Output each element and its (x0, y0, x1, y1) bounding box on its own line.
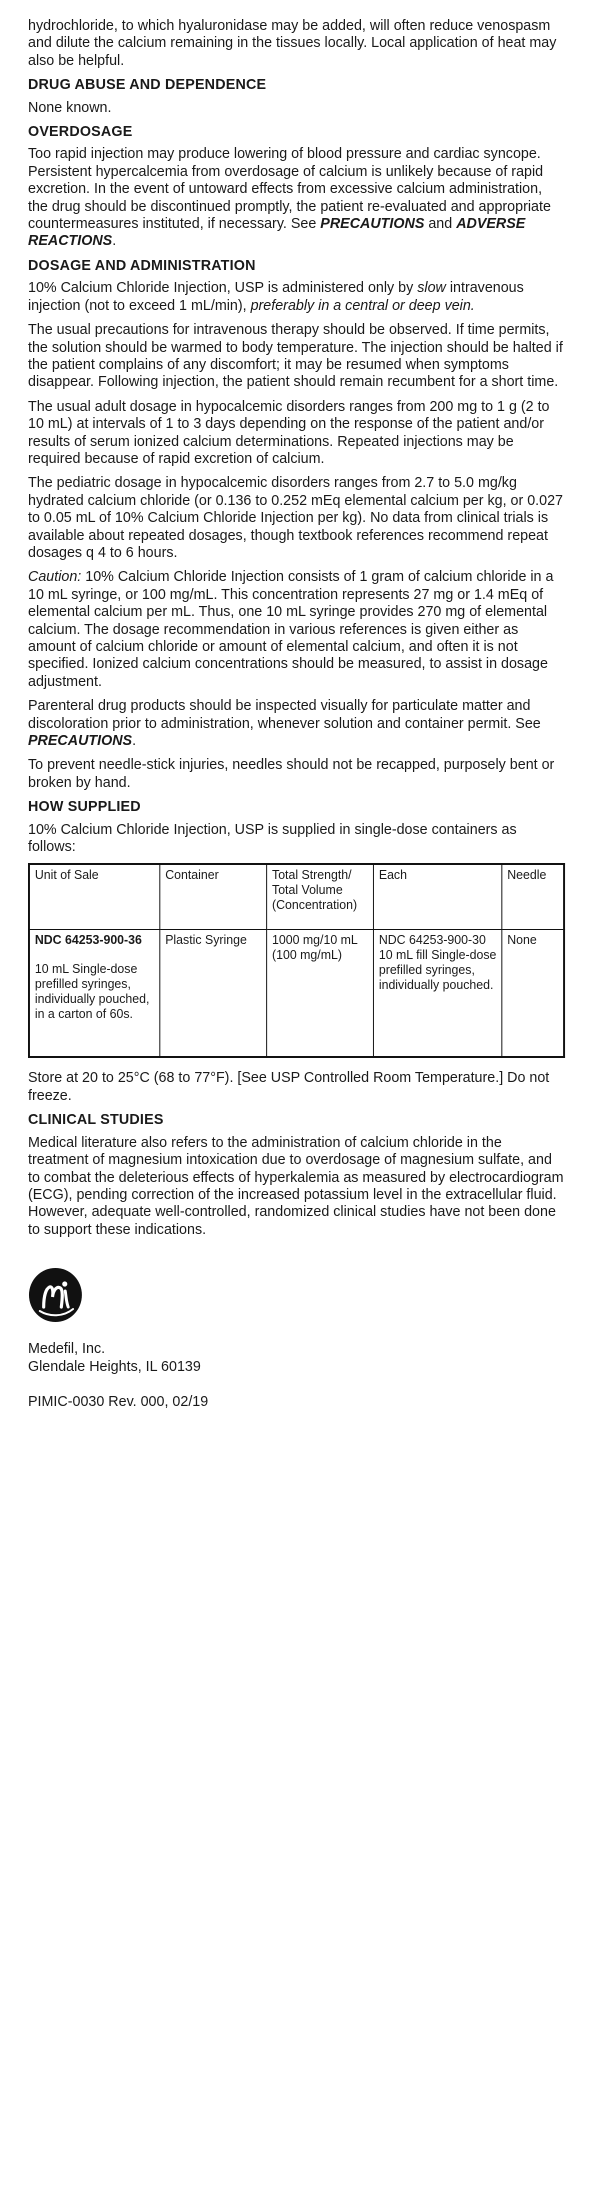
adverse-reactions-reference: ADVERSE REACTIONS (28, 216, 526, 250)
vein-emphasis: preferably in a central or deep vein. (250, 297, 475, 314)
period: . (112, 233, 117, 250)
cell-needle: None (502, 930, 564, 1058)
storage-text: Store at 20 to 25°C (68 to 77°F). [See USP Controlled Room Temperature.] Do not freeze. (28, 1070, 550, 1104)
header-container: Container (160, 864, 267, 930)
caution-text: 10% Calcium Chloride Injection consists of 1 gram of calcium chloride in a 10 mL syringe, or 100 mg/mL. This concentration represents 27 mg or 1.4 mEq of elemental calcium per mL. Thus, one 10 mL syringe provides 270 mg of elemental calcium. The dosage recommendation in various references is given either as amount of calcium chloride or amount of elemental calcium, and often it is not specified. Ionized calcium concentrations should be measured, to assist in dosage adjustment. (28, 569, 554, 690)
slow-emphasis: slow (417, 280, 446, 297)
dosage-paragraph-3: The usual adult dosage in hypocalcemic disorders ranges from 200 mg to 1 g (2 to 10 mL) at intervals of 1 to 3 days depending on the response of the patient and/or results of serum ionized calcium determinations. Repeated injections may be required because of rapid excretion of calcium. (28, 398, 550, 467)
medefil-logo-icon (28, 1267, 83, 1323)
header-needle: Needle (502, 864, 564, 930)
header-unit-of-sale: Unit of Sale (29, 864, 160, 930)
dosage-paragraph-4: The pediatric dosage in hypocalcemic disorders ranges from 2.7 to 5.0 mg/kg hydrated calcium chloride (or 0.136 to 0.252 mEq elemental calcium per kg, or 0.027 to 0.05 mL of 10% Calcium Chloride Injection per kg). No data from clinical trials is available about repeated dosages, though textbook references recommend repeat dosages q 4 to 6 hours. (28, 475, 564, 561)
precautions-reference-2: PRECAUTIONS (28, 733, 133, 750)
dosage-paragraph-7: To prevent needle-stick injuries, needles should not be recapped, purposely bent or broken by hand. (28, 757, 555, 791)
cell-each: NDC 64253-900-30 10 mL fill Single-dose prefilled syringes, individually pouched. (373, 930, 501, 1058)
dosage-paragraph-2: The usual precautions for intravenous therapy should be observed. If time permits, the solution should be warmed to body temperature. The injection should be halted if the patient complains of any discomfort; it may be resumed when symptoms disappear. Following injection, the patient should remain recumbent for a short time. (28, 322, 563, 391)
how-supplied-heading: HOW SUPPLIED (28, 799, 141, 816)
company-city: Glendale Heights, IL 60139 (28, 1358, 201, 1375)
overdosage-heading: OVERDOSAGE (28, 124, 133, 141)
dosage-p6-text: Parenteral drug products should be inspected visually for particulate matter and discoloration prior to administration, whenever solution and container permit. See (28, 698, 541, 732)
intro-paragraph: hydrochloride, to which hyaluronidase may be added, will often reduce venospasm and dilute the calcium remaining in the tissues locally. Local application of heat may also be helpful. (28, 18, 557, 69)
company-name: Medefil, Inc. (28, 1341, 106, 1358)
revision-code: PIMIC-0030 Rev. 000, 02/19 (28, 1393, 209, 1410)
cell-total-strength: 1000 mg/10 mL (100 mg/mL) (267, 930, 374, 1058)
package-insert-page (28, 18, 565, 1418)
overdosage-text: Too rapid injection may produce lowering of blood pressure and cardiac syncope. Persistent hypercalcemia from overdosage of calcium is unlikely because of rapid excretion. In the event of untoward effects from excessive calcium administration, the drug should be discontinued promptly, the patient re-evaluated and appropriate countermeasures instituted, if necessary. See (28, 146, 551, 233)
dosage-p1-text-2: intravenous injection (not to exceed 1 mL/min), (28, 280, 524, 314)
dosage-paragraph-6 (28, 698, 565, 750)
company-address (28, 1341, 565, 1376)
dosage-heading: DOSAGE AND ADMINISTRATION (28, 257, 256, 274)
cell-container: Plastic Syringe (160, 930, 267, 1058)
supply-table-header-row (29, 864, 564, 930)
table-row (29, 930, 564, 1058)
drug-abuse-heading: DRUG ABUSE AND DEPENDENCE (28, 77, 267, 94)
header-total-strength: Total Strength/ Total Volume (Concentration) (267, 864, 374, 930)
dosage-paragraph-5 (28, 569, 565, 691)
drug-abuse-text: None known. (28, 99, 112, 116)
period-2: . (132, 733, 137, 750)
unit-description: 10 mL Single-dose prefilled syringes, individually pouched, in a carton of 60s. (34, 962, 150, 1022)
overdosage-paragraph (28, 146, 565, 250)
caution-label: Caution: (28, 569, 82, 586)
supply-table (28, 863, 565, 1058)
cell-unit-of-sale (29, 930, 160, 1058)
ndc-number: NDC 64253-900-36 (34, 933, 142, 948)
clinical-studies-text: Medical literature also refers to the administration of calcium chloride in the treatment of magnesium intoxication due to overdosage of magnesium sulfate, and to combat the deleterious effects of hyperkalemia as measured by electrocardiogram (ECG), pending correction of the increased potassium level in the extracellular fluid. However, adequate well-controlled, randomized clinical studies have not been done to support these indications. (28, 1134, 564, 1238)
and-text: and (424, 216, 457, 233)
clinical-studies-heading: CLINICAL STUDIES (28, 1112, 164, 1129)
dosage-p1-text: 10% Calcium Chloride Injection, USP is administered only by (28, 280, 418, 297)
header-each: Each (373, 864, 501, 930)
dosage-paragraph-1 (28, 280, 565, 315)
how-supplied-text: 10% Calcium Chloride Injection, USP is supplied in single-dose containers as follows: (28, 821, 517, 856)
precautions-reference: PRECAUTIONS (320, 216, 425, 233)
